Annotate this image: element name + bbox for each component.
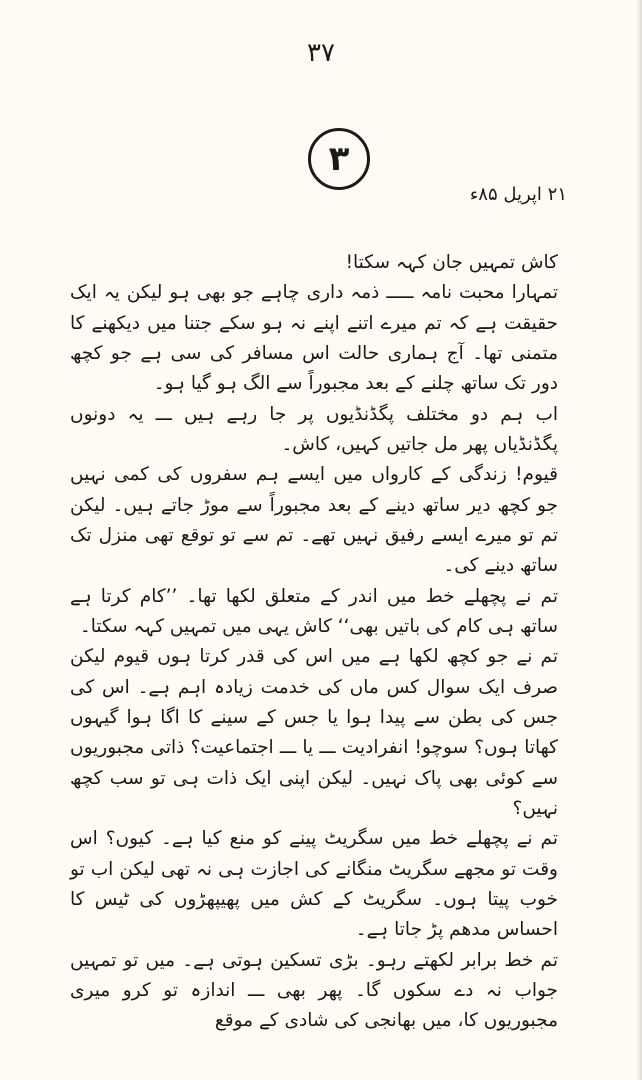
letter-body <box>70 248 558 1037</box>
letter-paragraph: اب ہم دو مختلف پگڈنڈیوں پر جا رہے ہیں ـــ یہ دونوں پگڈنڈیاں پھر مل جاتیں کہیں، کاش۔ <box>70 403 558 455</box>
chapter-number: ۳ <box>328 139 350 179</box>
letter-paragraph: قیوم! زندگی کے کارواں میں ایسے ہم سفروں کی کمی نہیں جو کچھ دیر ساتھ دینے کے بعد مجبوراً سے موڑ جاتے ہیں۔ لیکن تم تو میرے ایسے رفیق نہیں تھے۔ تم سے تو توقع تھی منزل تک ساتھ دینے کی۔ <box>70 464 558 577</box>
chapter-number-circle <box>308 128 370 190</box>
letter-date: ۲۱ اپریل ۸۵ء <box>469 184 567 205</box>
page-edge-shadow <box>636 0 642 1080</box>
page-number: ۳۷ <box>307 38 335 68</box>
letter-paragraph: تم خط برابر لکھتے رہو۔ بڑی تسکین ہوتی ہے۔ میں تو تمہیں جواب نہ دے سکوں گا۔ پھر بھی ـــ اندازہ تو کرو میری مجبوریوں کا، میں بھانجی کی شادی کے موقع <box>70 949 558 1032</box>
letter-paragraph: تمہارا محبت نامہ ـــــ ذمہ داری چاہے جو بھی ہو لیکن یہ ایک حقیقت ہے کہ تم میرے اتنے اپنے نہ ہو سکے جتنا میں دیکھنے کا متمنی تھا۔ آج ہماری حالت اس مسافر کی سی ہے جو کچھ دور تک ساتھ چلنے کے بعد مجبوراً سے الگ ہو گیا ہو۔ <box>70 282 558 395</box>
letter-paragraph: تم نے پچھلے خط میں اندر کے متعلق لکھا تھا۔ ’’کام کرتا ہے ساتھ ہی کام کی باتیں بھی‘‘ کاش یہی میں تمہیں کہہ سکتا۔ <box>70 585 558 637</box>
letter-paragraph: تم نے جو کچھ لکھا ہے میں اس کی قدر کرتا ہوں قیوم لیکن صرف ایک سوال کس ماں کی خدمت زیادہ اہم ہے۔ اس کی جس کی بطن سے پیدا ہوا یا جس کے سینے کا اگا ہوا گیہوں کھاتا ہوں؟ سوچو! انفرادیت ـــ یا ـــ اجتماعیت؟ ذاتی مجبوریوں سے کوئی بھی پاک نہیں۔ لیکن اپنی ایک ذات ہی تو سب کچھ نہیں؟ <box>70 646 558 819</box>
letter-salutation: کاش تمہیں جان کہہ سکتا! <box>345 252 558 273</box>
letter-paragraph: تم نے پچھلے خط میں سگریٹ پینے کو منع کیا ہے۔ کیوں؟ اس وقت تو مجھے سگریٹ منگانے کی اجازت ہی نہ تھی لیکن اب تو خوب پیتا ہوں۔ سگریٹ کے کش میں پھیپھڑوں کی ٹیس کا احساس مدھم پڑ جاتا ہے۔ <box>70 828 558 941</box>
